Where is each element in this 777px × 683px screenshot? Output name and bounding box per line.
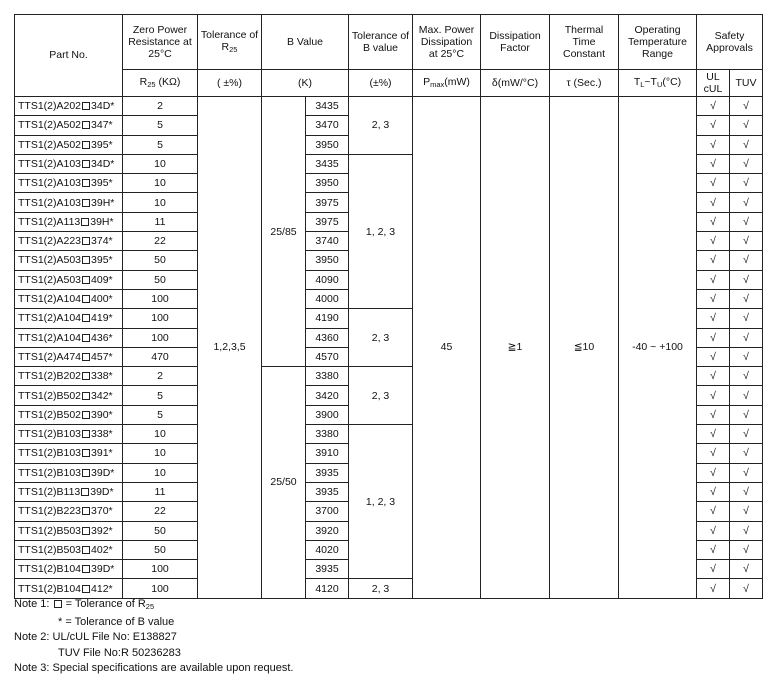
part-suffix: 370* — [91, 505, 113, 518]
unit-r25: $R_{25}$ (KΩ) — [123, 70, 198, 97]
tolerance-box-icon — [82, 141, 90, 149]
part-prefix: TTS1(2)B113 — [18, 486, 81, 499]
part-no-cell — [15, 367, 123, 386]
r25-cell: 22 — [123, 502, 198, 521]
part-no-cell — [15, 154, 123, 173]
b-value-cell: 3435 — [306, 154, 349, 173]
note-3: Note 3: Special specifications are available upon request. — [14, 662, 294, 675]
part-no-cell — [15, 309, 123, 328]
b-value-cell: 3740 — [306, 232, 349, 251]
ul-check-icon: √ — [697, 309, 730, 328]
tuv-check-icon: √ — [730, 328, 763, 347]
r25-cell: 100 — [123, 560, 198, 579]
tuv-check-icon: √ — [730, 309, 763, 328]
tuv-check-icon: √ — [730, 502, 763, 521]
part-prefix: TTS1(2)A104 — [18, 312, 82, 325]
ul-check-icon: √ — [697, 251, 730, 270]
ul-check-icon: √ — [697, 270, 730, 289]
b-value-cell: 3420 — [306, 386, 349, 405]
part-prefix: TTS1(2)A503 — [18, 254, 82, 267]
r25-cell: 100 — [123, 289, 198, 308]
part-no-cell — [15, 560, 123, 579]
header-thermal: Thermal Time Constant — [550, 15, 619, 70]
b-value-cell: 3935 — [306, 463, 349, 482]
note-2b: TUV File No:R 50236283 — [58, 646, 181, 659]
tolerance-box-icon — [82, 353, 90, 361]
header-safety: Safety Approvals — [697, 15, 763, 70]
part-prefix: TTS1(2)B223 — [18, 505, 82, 518]
part-prefix: TTS1(2)B103 — [18, 428, 82, 441]
part-prefix: TTS1(2)A502 — [18, 119, 82, 132]
part-no-cell — [15, 135, 123, 154]
header-tol-b: Tolerance of B value — [349, 15, 413, 70]
part-suffix: 39H* — [91, 196, 115, 209]
part-suffix: 342* — [91, 389, 113, 402]
ul-check-icon: √ — [697, 193, 730, 212]
part-no-cell — [15, 232, 123, 251]
part-no-cell — [15, 405, 123, 424]
tol-b-cell: 2, 3 — [349, 367, 413, 425]
ul-check-icon: √ — [697, 444, 730, 463]
part-prefix: TTS1(2)B502 — [18, 408, 82, 421]
notes-section — [14, 597, 293, 677]
ul-check-icon: √ — [697, 560, 730, 579]
unit-delta: δ(mW/°C) — [481, 70, 550, 97]
b-value-cell: 3910 — [306, 444, 349, 463]
table-body — [15, 97, 763, 599]
b-value-cell: 4020 — [306, 540, 349, 559]
tolerance-box-icon — [82, 507, 90, 515]
header-zero-power: Zero Power Resistance at 25°C — [123, 15, 198, 70]
part-suffix: 338* — [91, 428, 113, 441]
r25-cell: 50 — [123, 270, 198, 289]
ul-check-icon: √ — [697, 328, 730, 347]
part-no-cell — [15, 174, 123, 193]
tuv-check-icon: √ — [730, 386, 763, 405]
part-suffix: 390* — [91, 408, 113, 421]
tolerance-box-icon — [82, 237, 90, 245]
note-2: Note 2: UL/cUL File No: E138827 — [14, 631, 177, 644]
tuv-check-icon: √ — [730, 135, 763, 154]
r25-cell: 22 — [123, 232, 198, 251]
ul-check-icon: √ — [697, 521, 730, 540]
tolerance-box-icon — [81, 488, 89, 496]
b-value-cell: 3470 — [306, 116, 349, 135]
part-suffix: 39H* — [90, 215, 114, 228]
part-no-cell — [15, 116, 123, 135]
r25-cell: 5 — [123, 386, 198, 405]
unit-pmax: $P_{max}(mW)$ — [413, 70, 481, 97]
r25-cell: 100 — [123, 579, 198, 598]
unit-temp: $T_L\sim T_U(^\circ C)$ — [619, 70, 697, 97]
tuv-check-icon: √ — [730, 482, 763, 501]
r25-cell: 50 — [123, 521, 198, 540]
r25-cell: 2 — [123, 97, 198, 116]
part-no-cell — [15, 193, 123, 212]
b-value-cell: 3950 — [306, 135, 349, 154]
part-prefix: TTS1(2)B104 — [18, 563, 82, 576]
b-value-cell: 4090 — [306, 270, 349, 289]
part-no-cell — [15, 386, 123, 405]
r25-cell: 50 — [123, 251, 198, 270]
b-class-cell: 25/50 — [262, 367, 306, 599]
tolerance-box-icon — [82, 121, 90, 129]
note-1b: * = Tolerance of B value — [58, 615, 175, 628]
tol-b-cell: 2, 3 — [349, 97, 413, 155]
part-prefix: TTS1(2)A202 — [18, 100, 82, 113]
ul-check-icon: √ — [697, 482, 730, 501]
part-suffix: 374* — [91, 235, 113, 248]
spec-table-container — [14, 14, 763, 599]
ul-check-icon: √ — [697, 135, 730, 154]
part-no-cell — [15, 579, 123, 598]
tolerance-box-icon — [82, 256, 90, 264]
part-no-cell — [15, 97, 123, 116]
tuv-check-icon: √ — [730, 251, 763, 270]
tol-r25-cell: 1,2,3,5 — [198, 97, 262, 599]
tolerance-box-icon — [82, 276, 90, 284]
r25-cell: 100 — [123, 309, 198, 328]
unit-tol-r25: ( ±%) — [198, 70, 262, 97]
part-suffix: 402* — [91, 543, 113, 556]
ul-check-icon: √ — [697, 347, 730, 366]
part-suffix: 409* — [91, 273, 113, 286]
part-prefix: TTS1(2)A104 — [18, 293, 82, 306]
tuv-check-icon: √ — [730, 463, 763, 482]
part-no-cell — [15, 502, 123, 521]
b-class-cell: 25/85 — [262, 97, 306, 367]
part-prefix: TTS1(2)A104 — [18, 331, 82, 344]
tuv-check-icon: √ — [730, 444, 763, 463]
r25-cell: 10 — [123, 193, 198, 212]
header-max-power: Max. Power Dissipation at 25°C — [413, 15, 481, 70]
r25-cell: 5 — [123, 116, 198, 135]
ul-check-icon: √ — [697, 540, 730, 559]
part-prefix: TTS1(2)A502 — [18, 138, 82, 151]
part-prefix: TTS1(2)A103 — [18, 196, 82, 209]
tolerance-box-icon — [82, 449, 90, 457]
delta-cell: ≧1 — [481, 97, 550, 599]
thermistor-spec-table — [14, 14, 763, 599]
tolerance-box-icon — [82, 179, 90, 187]
part-suffix: 39D* — [91, 563, 115, 576]
part-suffix: 347* — [91, 119, 113, 132]
tolerance-box-icon — [82, 565, 90, 573]
part-suffix: 419* — [91, 312, 113, 325]
r25-cell: 5 — [123, 135, 198, 154]
b-value-cell: 4360 — [306, 328, 349, 347]
part-no-cell — [15, 212, 123, 231]
part-prefix: TTS1(2)B503 — [18, 543, 82, 556]
b-value-cell: 4570 — [306, 347, 349, 366]
r25-cell: 10 — [123, 425, 198, 444]
tuv-check-icon: √ — [730, 116, 763, 135]
tuv-check-icon: √ — [730, 193, 763, 212]
tuv-check-icon: √ — [730, 560, 763, 579]
tuv-check-icon: √ — [730, 97, 763, 116]
table-row — [15, 97, 763, 116]
part-no-cell — [15, 521, 123, 540]
r25-cell: 10 — [123, 154, 198, 173]
tolerance-box-icon — [82, 527, 90, 535]
ul-check-icon: √ — [697, 116, 730, 135]
b-value-cell: 3435 — [306, 97, 349, 116]
tolerance-box-icon — [82, 160, 90, 168]
ul-check-icon: √ — [697, 97, 730, 116]
r25-cell: 10 — [123, 444, 198, 463]
r25-cell: 2 — [123, 367, 198, 386]
tolerance-box-icon — [82, 469, 90, 477]
ul-check-icon: √ — [697, 463, 730, 482]
part-prefix: TTS1(2)A474 — [18, 350, 82, 363]
b-value-cell: 3380 — [306, 425, 349, 444]
ul-check-icon: √ — [697, 154, 730, 173]
part-no-cell — [15, 425, 123, 444]
tol-b-cell: 2, 3 — [349, 309, 413, 367]
tuv-check-icon: √ — [730, 154, 763, 173]
unit-tau: τ (Sec.) — [550, 70, 619, 97]
ul-check-icon: √ — [697, 405, 730, 424]
b-value-cell: 3950 — [306, 174, 349, 193]
part-prefix: TTS1(2)A103 — [18, 177, 82, 190]
part-no-cell — [15, 347, 123, 366]
tuv-check-icon: √ — [730, 289, 763, 308]
tolerance-box-icon — [82, 334, 90, 342]
b-value-cell: 3935 — [306, 560, 349, 579]
tol-b-cell: 1, 2, 3 — [349, 154, 413, 308]
tolerance-box-icon — [82, 430, 90, 438]
tuv-check-icon: √ — [730, 212, 763, 231]
r25-cell: 10 — [123, 174, 198, 193]
part-no-cell — [15, 444, 123, 463]
header-part-no: Part No. — [15, 15, 123, 97]
b-value-cell: 3380 — [306, 367, 349, 386]
b-value-cell: 3700 — [306, 502, 349, 521]
header-b-value: B Value — [262, 15, 349, 70]
note-1: Note 1: = Tolerance of $R_{25}$ — [14, 598, 155, 611]
r25-cell: 10 — [123, 463, 198, 482]
tuv-check-icon: √ — [730, 425, 763, 444]
part-no-cell — [15, 251, 123, 270]
ul-check-icon: √ — [697, 232, 730, 251]
b-value-cell: 3920 — [306, 521, 349, 540]
header-tol-r25: Tolerance of $R_{25}$ — [198, 15, 262, 70]
tuv-check-icon: √ — [730, 367, 763, 386]
part-prefix: TTS1(2)B202 — [18, 370, 82, 383]
part-no-cell — [15, 270, 123, 289]
part-prefix: TTS1(2)B502 — [18, 389, 82, 402]
tuv-check-icon: √ — [730, 579, 763, 598]
part-suffix: 39D* — [90, 486, 114, 499]
temp-cell: -40 ~ +100 — [619, 97, 697, 599]
tuv-check-icon: √ — [730, 521, 763, 540]
part-prefix: TTS1(2)B104 — [18, 582, 82, 595]
tolerance-box-icon — [82, 199, 90, 207]
ul-check-icon: √ — [697, 367, 730, 386]
unit-tuv: TUV — [730, 70, 763, 97]
part-suffix: 34D* — [91, 100, 115, 113]
tolerance-box-icon — [82, 102, 90, 110]
r25-cell: 100 — [123, 328, 198, 347]
tolerance-box-icon — [81, 218, 89, 226]
unit-b-k: (K) — [262, 70, 349, 97]
part-suffix: 395* — [91, 254, 113, 267]
b-value-cell: 4190 — [306, 309, 349, 328]
b-value-cell: 4000 — [306, 289, 349, 308]
part-suffix: 412* — [91, 582, 113, 595]
ul-check-icon: √ — [697, 425, 730, 444]
tuv-check-icon: √ — [730, 540, 763, 559]
part-prefix: TTS1(2)A223 — [18, 235, 82, 248]
r25-cell: 11 — [123, 482, 198, 501]
ul-check-icon: √ — [697, 212, 730, 231]
tol-b-cell: 2, 3 — [349, 579, 413, 598]
b-value-cell: 3935 — [306, 482, 349, 501]
r25-cell: 470 — [123, 347, 198, 366]
part-prefix: TTS1(2)A113 — [18, 215, 81, 228]
part-suffix: 436* — [91, 331, 113, 344]
header-dissipation: Dissipation Factor — [481, 15, 550, 70]
tuv-check-icon: √ — [730, 270, 763, 289]
part-prefix: TTS1(2)A503 — [18, 273, 82, 286]
part-no-cell — [15, 482, 123, 501]
part-no-cell — [15, 289, 123, 308]
ul-check-icon: √ — [697, 386, 730, 405]
b-value-cell: 4120 — [306, 579, 349, 598]
b-value-cell: 3950 — [306, 251, 349, 270]
tol-b-cell: 1, 2, 3 — [349, 425, 413, 579]
tolerance-box-icon — [82, 411, 90, 419]
part-no-cell — [15, 328, 123, 347]
ul-check-icon: √ — [697, 502, 730, 521]
b-value-cell: 3975 — [306, 212, 349, 231]
r25-cell: 50 — [123, 540, 198, 559]
b-value-cell: 3900 — [306, 405, 349, 424]
tolerance-box-icon — [82, 392, 90, 400]
tau-cell: ≦10 — [550, 97, 619, 599]
unit-tol-b: (±%) — [349, 70, 413, 97]
part-prefix: TTS1(2)A103 — [18, 158, 82, 170]
unit-ul: UL cUL — [697, 70, 730, 97]
ul-check-icon: √ — [697, 579, 730, 598]
pmax-cell: 45 — [413, 97, 481, 599]
part-prefix: TTS1(2)B103 — [18, 447, 82, 460]
tolerance-box-icon — [82, 295, 90, 303]
ul-check-icon: √ — [697, 174, 730, 193]
part-no-cell — [15, 463, 123, 482]
part-suffix: 400* — [91, 293, 113, 306]
part-suffix: 457* — [91, 350, 113, 363]
part-suffix: 34D* — [91, 158, 115, 170]
part-suffix: 395* — [91, 138, 113, 151]
r25-cell: 11 — [123, 212, 198, 231]
part-no-cell — [15, 540, 123, 559]
tolerance-box-icon — [82, 546, 90, 554]
part-suffix: 391* — [91, 447, 113, 460]
tuv-check-icon: √ — [730, 405, 763, 424]
tolerance-box-icon — [82, 314, 90, 322]
tuv-check-icon: √ — [730, 347, 763, 366]
tolerance-box-icon — [54, 600, 62, 608]
r25-cell: 5 — [123, 405, 198, 424]
part-suffix: 338* — [91, 370, 113, 383]
tolerance-box-icon — [82, 585, 90, 593]
tuv-check-icon: √ — [730, 232, 763, 251]
tolerance-box-icon — [82, 372, 90, 380]
b-value-cell: 3975 — [306, 193, 349, 212]
part-suffix: 395* — [91, 177, 113, 190]
header-op-temp: Operating Temperature Range — [619, 15, 697, 70]
tuv-check-icon: √ — [730, 174, 763, 193]
part-suffix: 39D* — [91, 466, 115, 479]
ul-check-icon: √ — [697, 289, 730, 308]
part-suffix: 392* — [91, 524, 113, 537]
part-prefix: TTS1(2)B103 — [18, 466, 82, 479]
part-prefix: TTS1(2)B503 — [18, 524, 82, 537]
